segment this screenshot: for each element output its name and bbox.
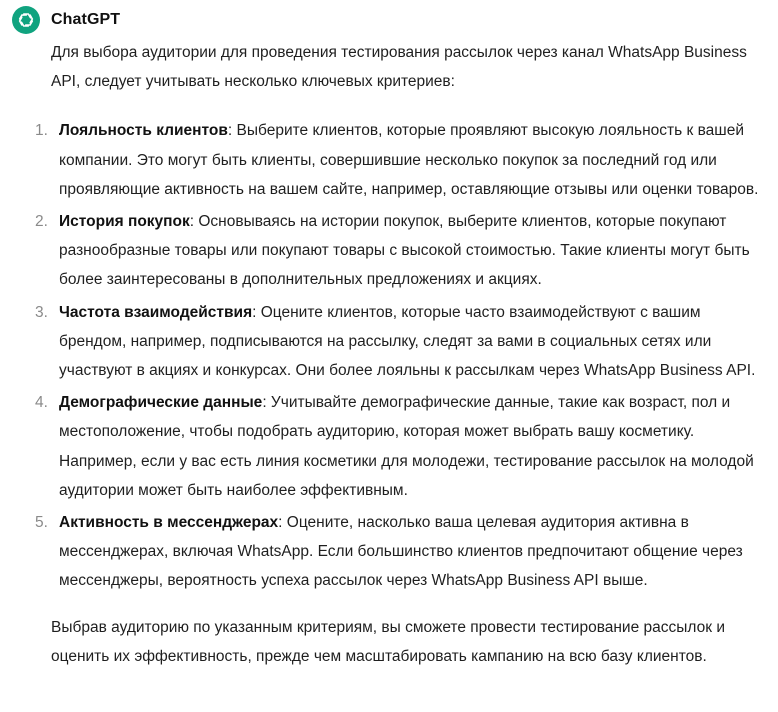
criterion-title: Лояльность клиентов	[59, 122, 228, 140]
criterion-title: Активность в мессенджерах	[59, 514, 279, 532]
list-item	[35, 207, 767, 295]
message-content	[35, 38, 767, 671]
list-item	[35, 298, 767, 386]
criterion-text: : Основываясь на истории покупок, выберите клиентов, которые покупают разнообразные товары или покупают товары с высокой стоимостью. Такие клиенты могут быть более заинтересованы в дополнительных предложениях и акциях.	[59, 213, 750, 289]
criterion-title: История покупок	[59, 213, 190, 231]
openai-logo-icon	[17, 11, 35, 29]
criterion-text: : Выберите клиентов, которые проявляют высокую лояльность к вашей компании. Это могут быть клиенты, совершившие несколько покупок за последний год или проявляющие активность на вашем сайте, например, оставляющие отзывы или оценки товаров.	[59, 122, 759, 198]
list-number: 2.	[35, 213, 48, 231]
list-number: 4.	[35, 394, 48, 412]
criterion-text: : Оцените, насколько ваша целевая аудитория активна в мессенджерах, включая WhatsApp. Если большинство клиентов предпочитают общение через мессенджеры, вероятность успеха рассылок через WhatsApp Business API выше.	[59, 514, 743, 590]
criterion-title: Частота взаимодействия	[59, 303, 253, 321]
list-number: 5.	[35, 514, 48, 532]
intro-paragraph: Для выбора аудитории для проведения тестирования рассылок через канал WhatsApp Business API, следует учитывать несколько ключевых критериев:	[51, 44, 747, 91]
message-header	[12, 6, 120, 34]
sender-name: ChatGPT	[51, 11, 121, 28]
criterion-text: : Учитывайте демографические данные, такие как возраст, пол и местоположение, чтобы подобрать аудиторию, которая может выбрать вашу косметику. Например, если у вас есть линия косметики для молодежи, тестирование рассылок на молодой аудитории может быть наиболее эффективным.	[59, 394, 754, 499]
list-number: 1.	[35, 122, 48, 140]
conclusion-paragraph: Выбрав аудиторию по указанным критериям, вы сможете провести тестирование рассылок и оценить их эффективность, прежде чем масштабировать кампанию на всю базу клиентов.	[51, 618, 725, 665]
criteria-list	[35, 116, 767, 595]
list-item	[35, 388, 767, 505]
list-item	[35, 508, 767, 596]
criterion-text: : Оцените клиентов, которые часто взаимодействуют с вашим брендом, например, подписываются на рассылку, следят за вами в социальных сетях или участвуют в акциях и конкурсах. Они более лояльны к рассылкам через WhatsApp Business API.	[59, 303, 756, 380]
assistant-avatar	[12, 6, 40, 34]
criterion-title: Демографические данные	[59, 394, 263, 412]
list-number: 3.	[35, 303, 48, 321]
list-item	[35, 116, 767, 204]
